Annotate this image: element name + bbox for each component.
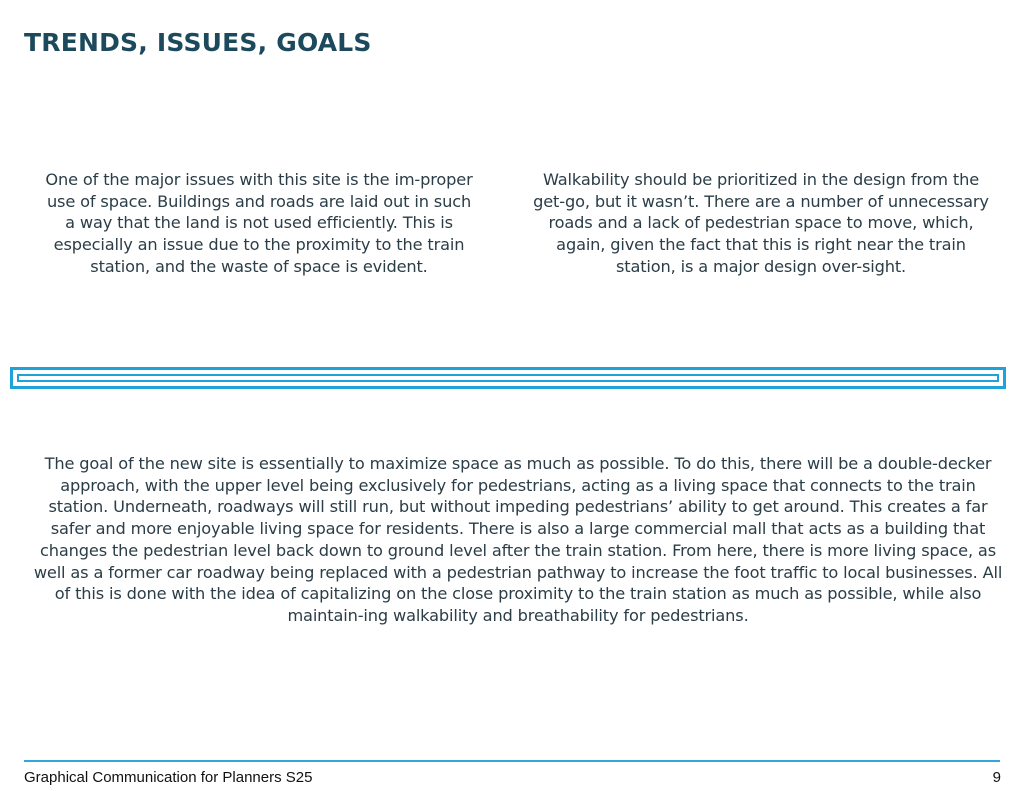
issues-left-paragraph: One of the major issues with this site is the im-proper use of space. Buildings and roads are laid out in such a way that the land is not used efficiently. This is especially an issue due to the proximity to the train station, and the waste of space is evident. <box>45 170 473 276</box>
footer-rule <box>24 760 1000 762</box>
issues-right-paragraph: Walkability should be prioritized in the design from the get-go, but it wasn’t. There are a number of unnecessary roads and a lack of pedestrian space to move, which, again, given the fact that this is right near the train station, is a major design over-sight. <box>533 170 989 276</box>
goals-paragraph: The goal of the new site is essentially to maximize space as much as possible. To do this, there will be a double-decker approach, with the upper level being exclusively for pedestrians, acting as a living space that connects to the train station. Underneath, roadways will still run, but without impeding pedestrians’ ability to get around. This creates a far safer and more enjoyable living space for residents. There is also a large commercial mall that acts as a building that changes the pedestrian level back down to ground level after the train station. From here, there is more living space, as well as a former car roadway being replaced with a pedestrian pathway to increase the foot traffic to local businesses. All of this is done with the idea of capitalizing on the close proximity to the train station as much as possible, while also maintain-ing walkability and breathability for pedestrians. <box>33 454 1003 625</box>
page-title: TRENDS, ISSUES, GOALS <box>24 28 372 57</box>
section-divider <box>10 367 1006 389</box>
footer-course-title: Graphical Communication for Planners S25 <box>24 769 313 786</box>
section-divider-inner-line <box>17 374 999 382</box>
page-number: 9 <box>992 769 1001 786</box>
